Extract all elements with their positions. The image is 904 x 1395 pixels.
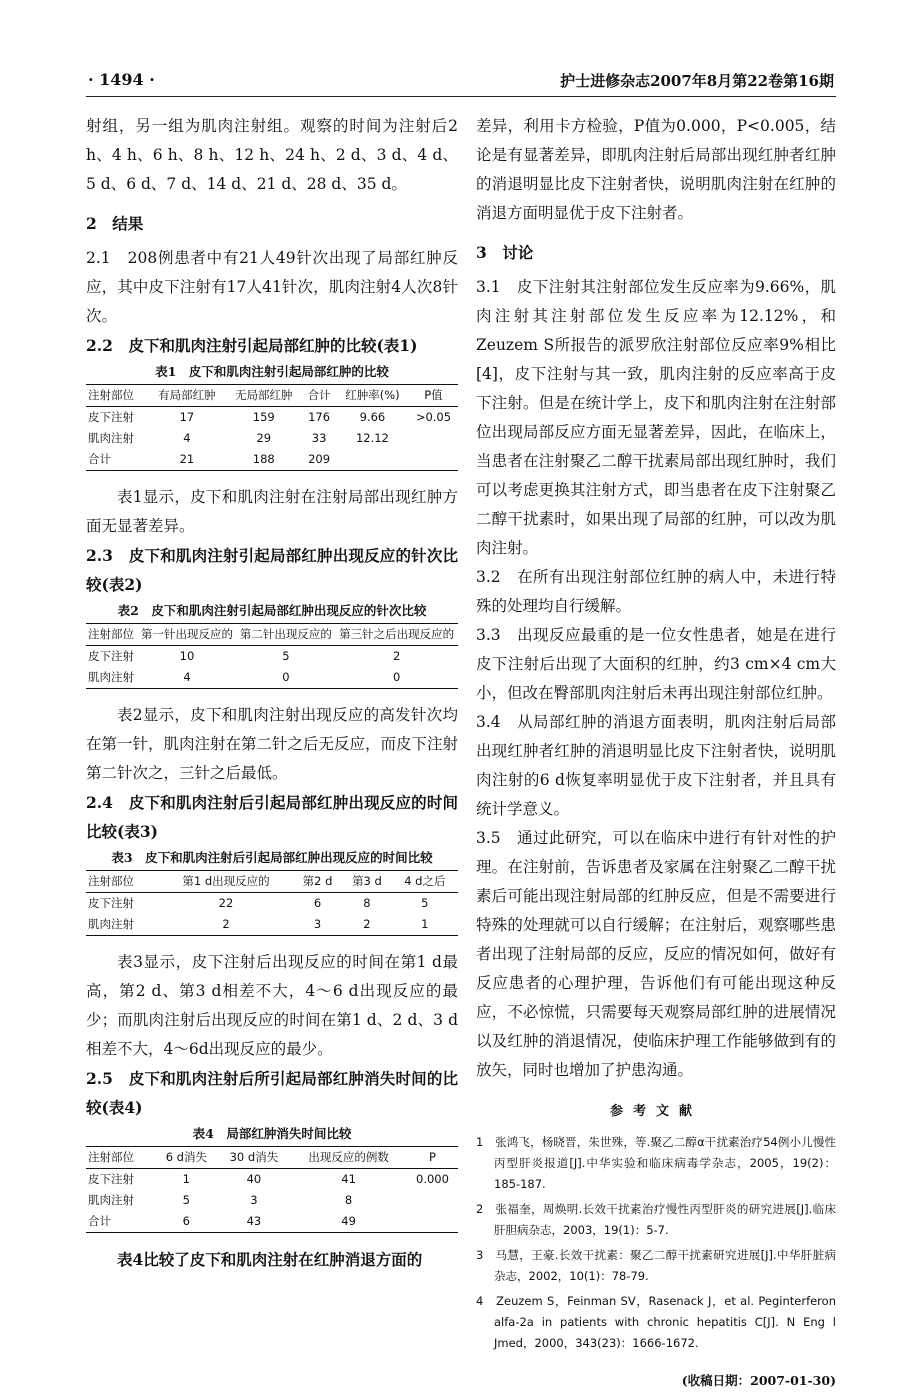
table-header-cell: 4 d之后 xyxy=(392,871,458,893)
table-row xyxy=(86,428,458,449)
table-cell: 1 xyxy=(392,914,458,936)
section-2-heading: 2 结果 xyxy=(86,214,144,233)
section-3-3: 3.3 出现反应最重的是一位女性患者，她是在进行皮下注射后出现了大面积的红肿，约3 cm×4 cm大小，但改在臀部肌肉注射后未再出现注射部位红肿。 xyxy=(476,626,836,702)
table-row xyxy=(86,646,458,668)
table-cell: 合计 xyxy=(86,449,148,471)
table-cell: 肌肉注射 xyxy=(86,914,159,936)
table-header-cell: 注射部位 xyxy=(86,871,159,893)
table-4 xyxy=(86,1146,458,1233)
table-header-cell: 第二针出现反应的 xyxy=(236,624,335,646)
table-cell: 8 xyxy=(344,1193,353,1207)
table-cell: 21 xyxy=(148,449,225,471)
section-3-2: 3.2 在所有出现注射部位红肿的病人中，未进行特殊的处理均自行缓解。 xyxy=(476,568,836,615)
table-2 xyxy=(86,623,458,689)
section-3-5: 3.5 通过此研究，可以在临床中进行有针对性的护理。在注射前，告诉患者及家属在注射聚乙二醇干扰素后可能出现注射局部的红肿反应，但是不需要进行特殊的处理就可以自行缓解；在注射后，观察哪些患者出现了注射局部的反应，反应的情况如何，做好有反应患者的心理护理，告诉他们有可能出现这种反应，不必惊慌，只需要每天观察局部红肿的进展情况以及红肿的消退情况，使临床护理工作能够做到有的放矢，同时也增加了护患沟通。 xyxy=(476,829,836,1079)
table-3 xyxy=(86,870,458,936)
table-cell: 2 xyxy=(393,649,401,663)
table-header-cell: 合计 xyxy=(302,385,336,407)
table-cell: 4 xyxy=(138,667,237,689)
table-header-cell: 注射部位 xyxy=(86,1147,155,1169)
table-header-cell: 6 d消失 xyxy=(155,1147,218,1169)
section-2-2-heading: 2.2 皮下和肌肉注射引起局部红肿的比较(表1) xyxy=(86,336,418,355)
table-header-cell: 第2 d xyxy=(293,871,342,893)
table-4-caption: 表4 局部红肿消失时间比较 xyxy=(192,1126,352,1141)
table-cell: 2 xyxy=(342,914,391,936)
table-cell: 3 xyxy=(250,1193,258,1207)
reference-item: 3 马慧，王豪.长效干扰素：聚乙二醇干扰素研究进展[J].中华肝脏病杂志，2002，10(1)：78-79. xyxy=(476,1248,836,1283)
table-cell: >0.05 xyxy=(415,410,452,424)
header-rule xyxy=(86,96,836,97)
table-cell: 4 xyxy=(183,431,191,445)
section-3-1: 3.1 皮下注射其注射部位发生反应率为9.66%，肌肉注射其注射部位发生反应率为12.12%，和Zeuzem S所报告的派罗欣注射部位反应率9%相比[4]，皮下注射与其一致，肌肉注射的反应率高于皮下注射。但是在统计学上，皮下和肌肉注射在注射部位出现局部反应方面无显著差异，因此，在临床上，当患者在注射聚乙二醇干扰素局部出现红肿时，我们可以考虑更换其注射方式，即当患者在皮下注射聚乙二醇干扰素时，如果出现了局部的红肿，可以改为肌肉注射。 xyxy=(476,278,836,557)
table-cell xyxy=(336,449,409,471)
table-cell: 49 xyxy=(290,1211,407,1233)
table-cell: 0.000 xyxy=(416,1172,449,1186)
table-1-caption: 表1 皮下和肌肉注射引起局部红肿的比较 xyxy=(155,364,389,379)
left-column xyxy=(86,112,458,1274)
reference-item: 4 Zeuzem S，Feinman SV，Rasenack J，et al. Peginterferon alfa-2a in patients with chronic hepatitis C[J]. N Eng l Jmed，2000，343(23)：1666-1672. xyxy=(476,1294,836,1350)
table-cell: 2 xyxy=(159,914,293,936)
table-cell xyxy=(407,1190,458,1211)
table-cell: 33 xyxy=(311,431,327,445)
table-2-note: 表2显示，皮下和肌肉注射出现反应的高发针次均在第一针，肌肉注射在第二针之后无反应，而皮下注射第二针次之，三针之后最低。 xyxy=(86,706,459,782)
table-cell: 0 xyxy=(335,667,458,689)
section-2-3-heading: 2.3 皮下和肌肉注射引起局部红肿出现反应的针次比较(表2) xyxy=(86,546,458,594)
journal-header: 护士进修杂志2007年8月第22卷第16期 xyxy=(560,72,834,90)
table-cell: 6 xyxy=(155,1211,218,1233)
table-header-cell: 第1 d出现反应的 xyxy=(159,871,293,893)
section-2-5-heading: 2.5 皮下和肌肉注射后所引起局部红肿消失时间的比较(表4) xyxy=(86,1069,458,1117)
table-3-note: 表3显示，皮下注射后出现反应的时间在第1 d最高，第2 d、第3 d相差不大，4～6 d出现反应的最少；而肌肉注射后出现反应的时间在第1 d、2 d、3 d相差不大，4～6d出现反应的最少。 xyxy=(86,953,458,1058)
table-row xyxy=(86,1190,458,1211)
table-header-cell: P xyxy=(407,1147,458,1169)
table-row xyxy=(86,1169,458,1191)
table-cell: 176 xyxy=(308,410,331,424)
table-row xyxy=(86,893,458,915)
references-list xyxy=(476,1132,836,1354)
section-3-4: 3.4 从局部红肿的消退方面表明，肌肉注射后局部出现红肿者红肿的消退明显比皮下注射者快，说明肌肉注射的6 d恢复率明显优于皮下注射者，并且具有统计学意义。 xyxy=(476,713,836,818)
table-row xyxy=(86,667,458,689)
reference-item: 2 张福奎，周焕明.长效干扰素治疗慢性丙型肝炎的研究进展[J].临床肝胆病杂志，2003，19(1)：5-7. xyxy=(476,1202,836,1237)
table-row xyxy=(86,407,458,429)
table-header-cell: 有局部红肿 xyxy=(148,385,225,407)
table-header-cell: 无局部红肿 xyxy=(225,385,302,407)
table-1 xyxy=(86,384,458,471)
table-cell: 209 xyxy=(302,449,336,471)
table-cell: 29 xyxy=(256,431,272,445)
table-header-cell: 红肿率(%) xyxy=(336,385,409,407)
page-number: · 1494 · xyxy=(88,70,155,89)
table-cell: 1 xyxy=(182,1172,190,1186)
table-header-cell: 注射部位 xyxy=(86,624,138,646)
table-header-cell: 注射部位 xyxy=(86,385,148,407)
table-cell: 17 xyxy=(179,410,195,424)
table-header-cell: 第三针之后出现反应的 xyxy=(335,624,458,646)
table-cell: 肌肉注射 xyxy=(88,431,134,445)
table-cell: 3 xyxy=(293,914,342,936)
table-header-cell: P值 xyxy=(409,385,458,407)
table-cell: 12.12 xyxy=(355,431,389,445)
table-2-caption: 表2 皮下和肌肉注射引起局部红肿出现反应的针次比较 xyxy=(117,603,427,618)
table-header-cell: 第3 d xyxy=(342,871,391,893)
section-3-heading: 3 讨论 xyxy=(476,243,534,262)
table-cell: 合计 xyxy=(86,1211,155,1233)
table-1-note: 表1显示，皮下和肌肉注射在注射局部出现红肿方面无显著差异。 xyxy=(86,488,458,535)
table-cell: 43 xyxy=(218,1211,291,1233)
table-cell: 皮下注射 xyxy=(88,1172,134,1186)
table-cell xyxy=(409,449,458,471)
table-cell: 0 xyxy=(236,667,335,689)
table-cell: 皮下注射 xyxy=(88,649,134,663)
table-4-note: 表4比较了皮下和肌肉注射在红肿消退方面的 xyxy=(117,1250,423,1269)
intro-paragraph: 射组，另一组为肌肉注射组。观察的时间为注射后2 h、4 h、6 h、8 h、12 h、24 h、2 d、3 d、4 d、5 d、6 d、7 d、14 d、21 d、28 d、35 d。 xyxy=(86,117,458,193)
received-date: (收稿日期：2007-01-30) xyxy=(681,1373,836,1388)
table-row xyxy=(86,449,458,471)
table-cell: 22 xyxy=(218,896,234,910)
table-cell xyxy=(409,428,458,449)
results-continuation: 差异，利用卡方检验，P值为0.000，P<0.005，结论是有显著差异，即肌肉注射后局部出现红肿者红肿的消退明显比皮下注射者快，说明肌肉注射在红肿的消退方面明显优于皮下注射者。 xyxy=(476,117,836,222)
table-header-cell: 第一针出现反应的 xyxy=(138,624,237,646)
table-header-cell: 出现反应的例数 xyxy=(290,1147,407,1169)
table-cell: 159 xyxy=(252,410,275,424)
table-3-caption: 表3 皮下和肌肉注射后引起局部红肿出现反应的时间比较 xyxy=(111,850,433,865)
table-cell: 9.66 xyxy=(359,410,386,424)
table-cell: 5 xyxy=(282,649,290,663)
right-column xyxy=(476,112,836,1395)
table-cell: 188 xyxy=(225,449,302,471)
table-cell: 40 xyxy=(246,1172,262,1186)
table-header-cell: 30 d消失 xyxy=(218,1147,291,1169)
table-cell: 10 xyxy=(179,649,195,663)
table-cell: 6 xyxy=(313,896,322,910)
table-cell: 皮下注射 xyxy=(88,896,134,910)
section-2-1: 2.1 208例患者中有21人49针次出现了局部红肿反应，其中皮下注射有17人41针次，肌肉注射4人次8针次。 xyxy=(86,249,458,325)
table-row xyxy=(86,1211,458,1233)
table-cell: 5 xyxy=(182,1193,190,1207)
table-row xyxy=(86,914,458,936)
table-cell: 41 xyxy=(341,1172,356,1186)
table-cell: 肌肉注射 xyxy=(86,667,138,689)
reference-item: 1 张鸿飞，杨晓晋，朱世殊，等.聚乙二醇α干扰素治疗54例小儿慢性丙型肝炎报道[J].中华实验和临床病毒学杂志，2005，19(2)：185-187. xyxy=(476,1135,836,1191)
section-2-4-heading: 2.4 皮下和肌肉注射后引起局部红肿出现反应的时间比较(表3) xyxy=(86,793,458,841)
references-heading: 参考文献 xyxy=(609,1104,702,1119)
table-cell: 肌肉注射 xyxy=(88,1193,134,1207)
table-cell: 8 xyxy=(363,896,371,910)
table-cell: 皮下注射 xyxy=(88,410,134,424)
table-cell xyxy=(407,1211,458,1233)
table-cell: 5 xyxy=(421,896,429,910)
